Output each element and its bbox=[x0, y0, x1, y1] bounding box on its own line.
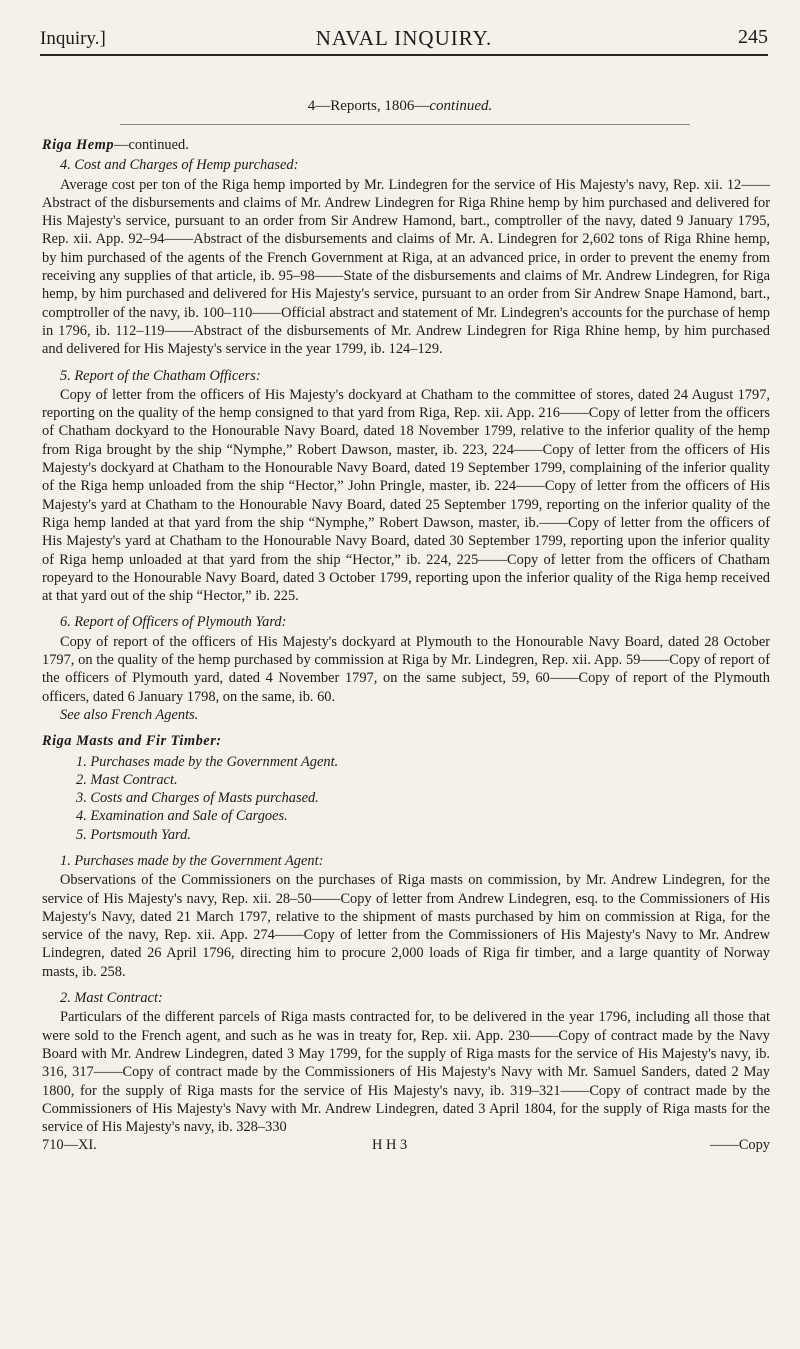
contents-item: 2. Mast Contract. bbox=[76, 771, 178, 788]
index-body bbox=[42, 136, 770, 1154]
running-header bbox=[40, 24, 768, 56]
footer-catchword: ——Copy bbox=[710, 1137, 770, 1154]
divider bbox=[120, 124, 690, 125]
page-footer bbox=[42, 1136, 770, 1154]
contents-item: 5. Portsmouth Yard. bbox=[76, 826, 191, 843]
footer-signature: 710—XI. bbox=[42, 1137, 97, 1154]
section-title-riga-hemp bbox=[42, 136, 770, 154]
subsection-heading-5: 5. Report of the Chatham Officers: bbox=[60, 367, 261, 384]
footer-sheet-mark: H H 3 bbox=[372, 1137, 408, 1154]
subsection-text-6: Copy of report of the officers of His Majesty's dockyard at Plymouth to the Honourable Navy Board, dated 28 October 1797, on the quality of the hemp purchased by commission at Riga by Mr. Lindegren, Rep. xii. App. 59——Copy of report of the officers of Plymouth yard, dated 4 November 1797, on the same subject, 59, 60——Copy of report of the Plymouth officers, dated 6 January 1798, on the same, ib. 60. bbox=[42, 633, 770, 705]
contents-item: 1. Purchases made by the Government Agent. bbox=[76, 753, 339, 770]
masts-subsection-heading-2: 2. Mast Contract: bbox=[60, 990, 163, 1007]
masts-subsection-text-2: Particulars of the different parcels of Riga masts contracted for, to be delivered in the year 1796, including all those that were sold to the French agent, and such as he was in treaty for, Rep. xii. App. 230——Copy of contract made by the Navy Board with Mr. Andrew Lindegren, dated 3 May 1799, for the supply of Riga masts for the service of His Majesty's navy, ib. 316, 317——Copy of contract made by the Commissioners of His Majesty's Navy with Mr. Samuel Sanders, dated 2 May 1800, for the supply of Riga masts for the service of His Majesty's navy, ib. 319–321——Copy of contract made by the Commissioners of His Majesty's Navy with Mr. Andrew Lindegren, dated 3 April 1804, for the supply of Riga masts for the service of His Majesty's navy, ib. 328–330 bbox=[42, 1009, 770, 1136]
header-section-name: Inquiry.] bbox=[40, 28, 106, 49]
section-title: Riga Masts and Fir Timber: bbox=[42, 733, 222, 750]
continuation-heading bbox=[0, 98, 800, 115]
page-number: 245 bbox=[738, 26, 768, 48]
masts-subsection-heading-1: 1. Purchases made by the Government Agent: bbox=[60, 852, 324, 869]
subsection-text-5: Copy of letter from the officers of His Majesty's dockyard at Chatham to the committee of stores, dated 24 August 1797, reporting on the quality of the hemp consigned to that yard from Riga, Rep. xii. App. 216——Copy of letter from the officers of Chatham dockyard to the Honourable Navy Board, dated 18 November 1799, relative to the inferior quality of the hemp from Riga brought by the ship “Nymphe,” Robert Dawson, master, ib. 223, 224——Copy of letter from the officers of His Majesty's dockyard at Chatham to the Honourable Navy Board, dated 19 September 1799, complaining of the inferior quality of the Riga hemp unloaded from the ship “Hector,” John Pringle, master, ib. 224——Copy of letter from the officers of His Majesty's yard at Chatham to the Honourable Navy Board, dated 25 September 1799, reporting on the inferior quality of the Riga hemp landed at that yard from the ship “Nymphe,” Robert Dawson, master, ib.——Copy of letter from the officers of His Majesty's yard at Chatham to the Honourable Navy Board, dated 30 September 1799, reporting upon the inferior quality of Riga hemp unloaded at that yard from the ship “Hector,” ib. 224, 225——Copy of letter from the officers of Chatham ropeyard to the Honourable Navy Board, dated 3 October 1799, reporting upon the inferior quality of the Riga hemp received at that yard out of the ship “Hector,” ib. 225. bbox=[42, 386, 770, 605]
section-title-riga-masts bbox=[42, 732, 770, 750]
subsection-heading-4: 4. Cost and Charges of Hemp purchased: bbox=[60, 157, 299, 174]
masts-subsection-text-1: Observations of the Commissioners on the purchases of Riga masts on commission, by Mr. Andrew Lindegren, for the service of His Majesty's navy, Rep. xii. 28–50——Copy of letter from Andrew Lindegren, esq. to the Commissioners of His Majesty's Navy, dated 21 March 1797, relative to the shipment of masts purchased by him on commission at Riga, for the service of the navy, Rep. xii. App. 274——Copy of letter from the Commissioners of His Majesty's Navy to Mr. Andrew Lindegren, dated 26 April 1796, directing him to procure 2,000 loads of Riga fir timber, and a large quantity of Norway masts, ib. 258. bbox=[42, 872, 770, 980]
contents-item: 3. Costs and Charges of Masts purchased. bbox=[76, 790, 319, 807]
continuation-suffix: continued. bbox=[429, 98, 493, 114]
subsection-heading-6: 6. Report of Officers of Plymouth Yard: bbox=[60, 614, 287, 631]
see-also-reference: See also French Agents. bbox=[60, 706, 199, 723]
subsection-text-4: Average cost per ton of the Riga hemp imported by Mr. Lindegren for the service of His Majesty's navy, Rep. xii. 12——Abstract of the disbursements and claims of Mr. Andrew Lindegren for Riga Rhine hemp by him purchased and delivered for His Majesty's service, pursuant to an order from Sir Andrew Hamond, bart., comptroller of the navy, dated 9 January 1795, Rep. xii. App. 92–94——Abstract of the disbursements and claims of Mr. A. Lindegren for 2,602 tons of Riga Rhine hemp, by him purchased of the agents of the French Government at Riga, at an advanced price, in order to prevent the enemy from receiving any supplies of that article, ib. 95–98——State of the disbursements and claims of Mr. Andrew Lindegren, for Riga hemp, by him purchased and delivered for His Majesty's service, pursuant to an order from Sir Andrew Snape Hamond, bart., comptroller of the navy, ib. 100–110——Official abstract and statement of Mr. Lindegren's accounts for the purchase of hemp in 1796, ib. 112–119——Abstract of the disbursements of Mr. Andrew Lindegren for Riga Rhine hemp, by him purchased and delivered for His Majesty's service in the year 1799, ib. 124–129. bbox=[42, 176, 770, 358]
header-title: NAVAL INQUIRY. bbox=[315, 26, 493, 50]
continuation-prefix: 4—Reports, 1806— bbox=[307, 98, 430, 114]
contents-item: 4. Examination and Sale of Cargoes. bbox=[76, 808, 288, 825]
section-continued: —continued. bbox=[114, 137, 189, 153]
section-title: Riga Hemp bbox=[42, 137, 115, 153]
contents-list bbox=[76, 753, 770, 844]
